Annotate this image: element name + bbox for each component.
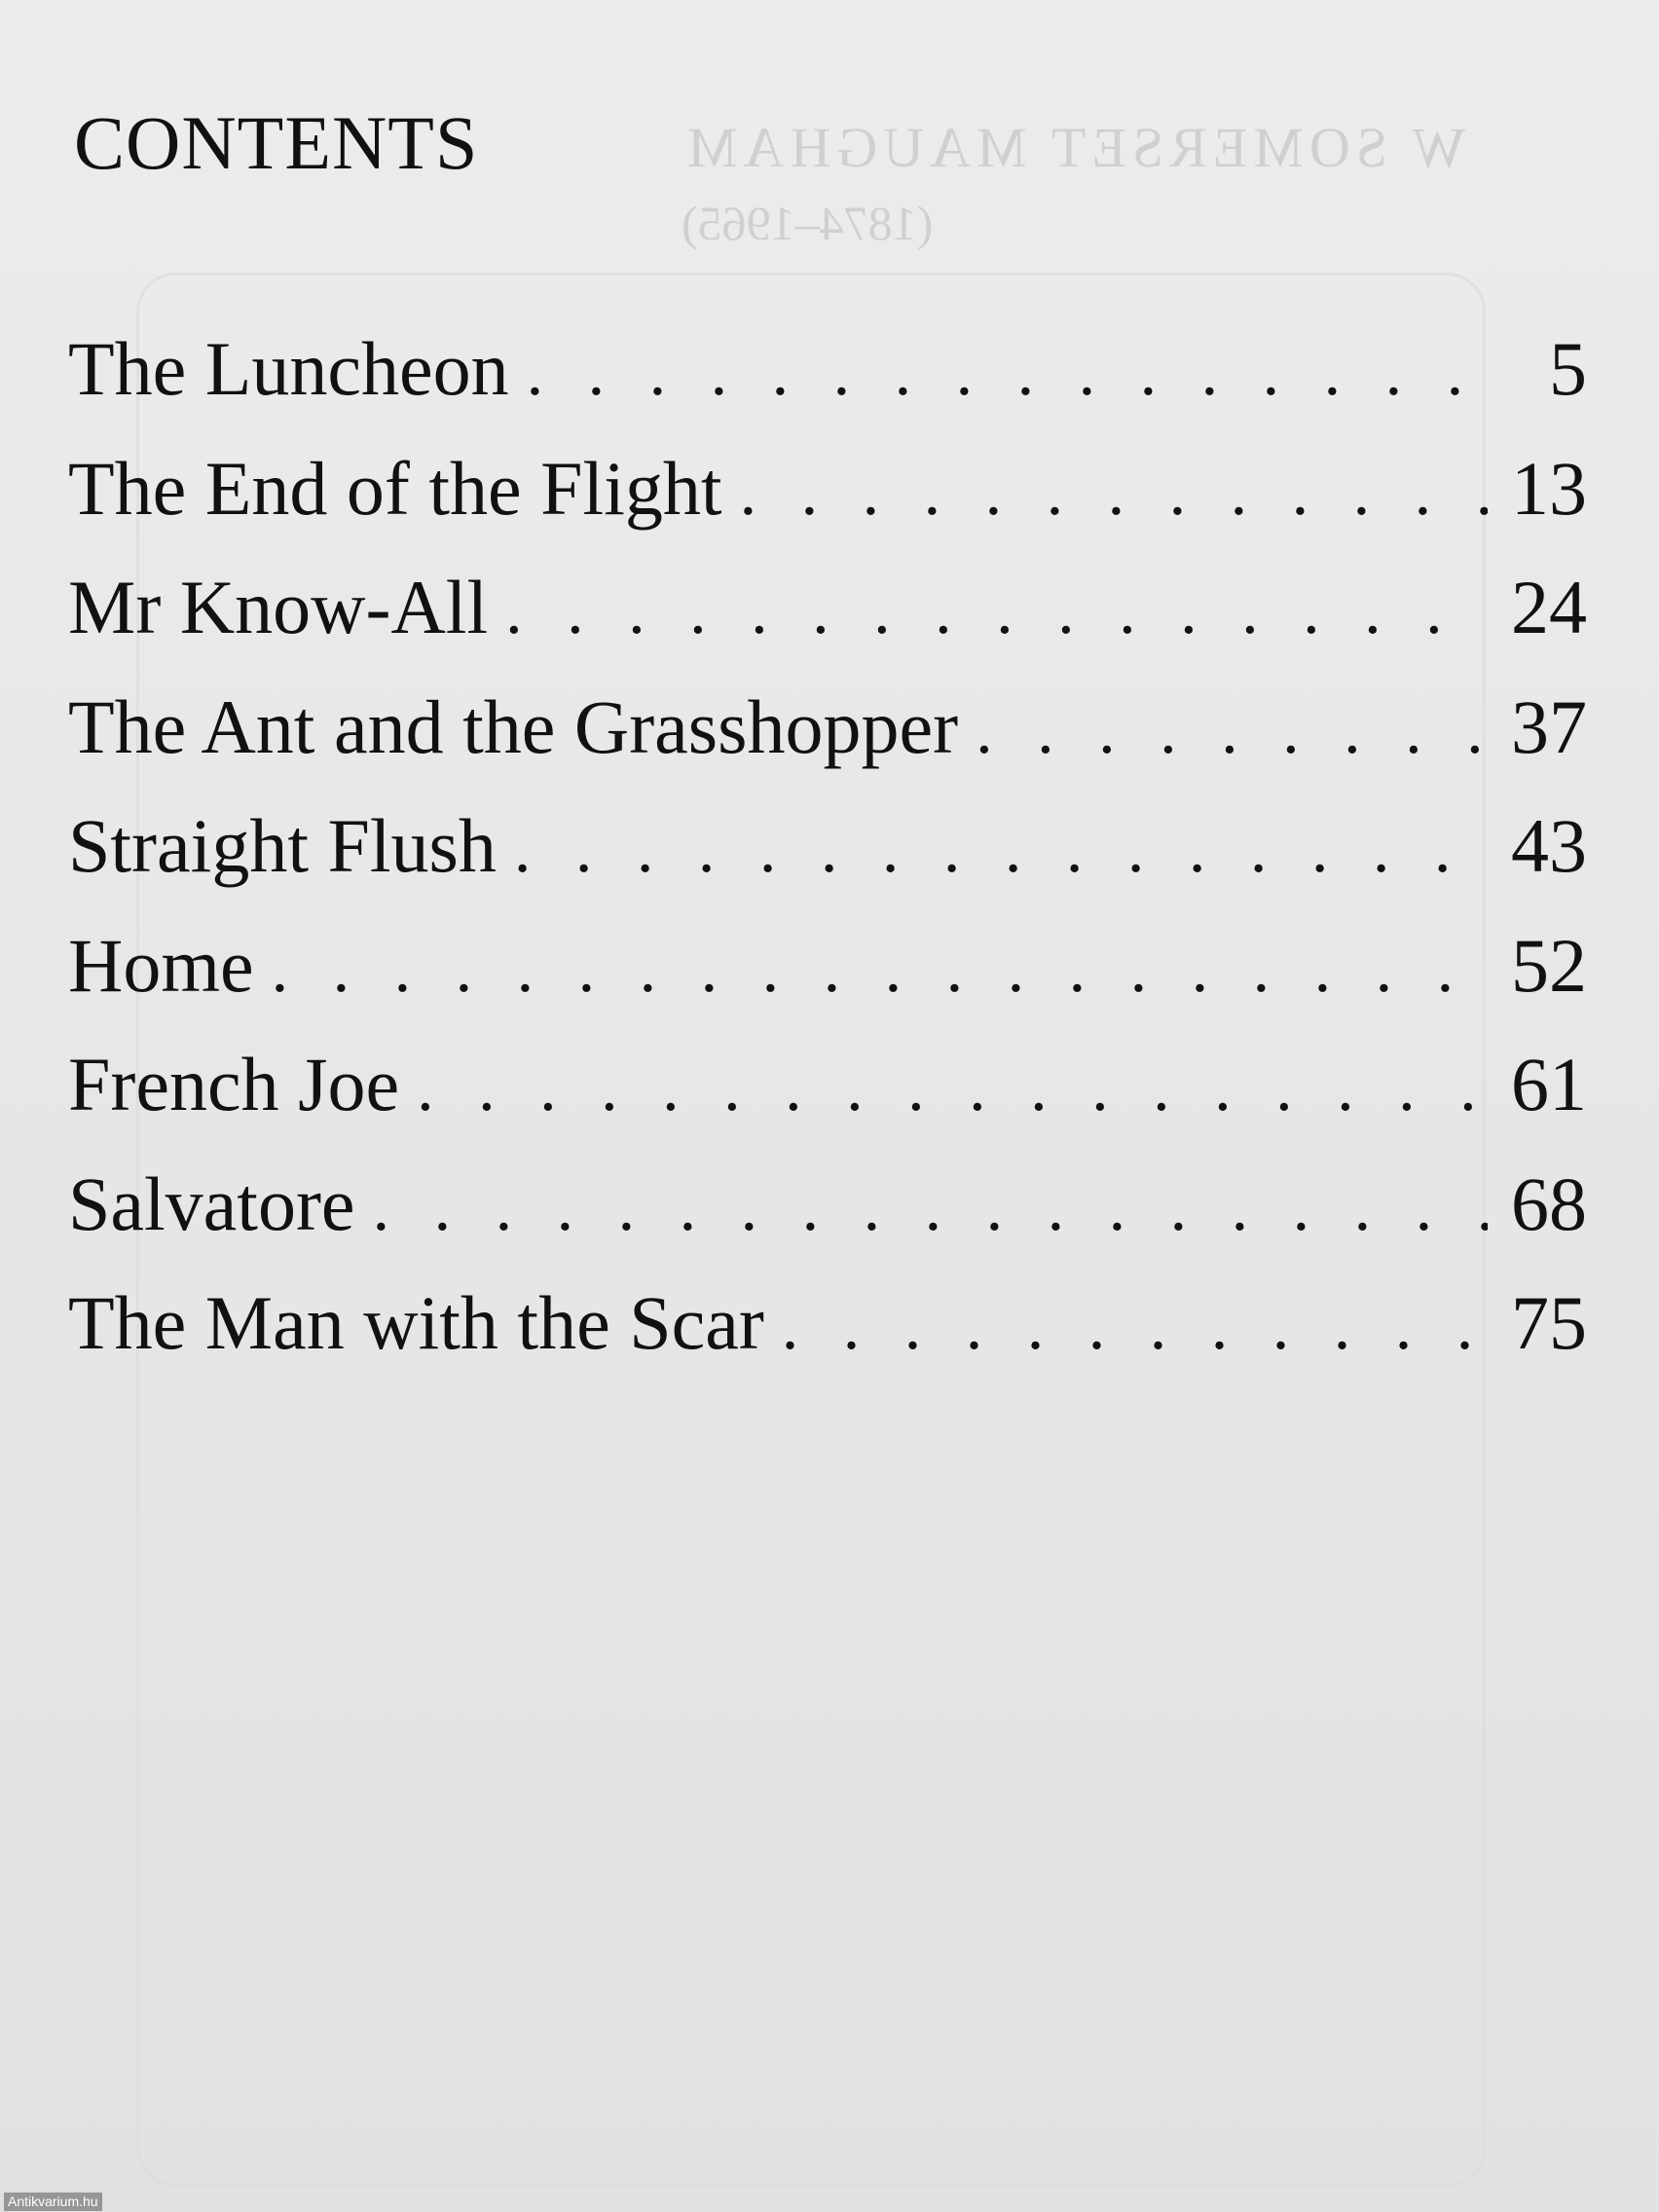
toc-entry-title: Straight Flush [68, 803, 497, 888]
toc-entry-title: The End of the Flight [68, 445, 722, 531]
toc-entry [68, 565, 1587, 689]
toc-entry-title: French Joe [68, 1042, 400, 1126]
toc-entry [68, 1280, 1587, 1405]
table-of-contents [68, 326, 1587, 1405]
toc-entry-page: 43 [1511, 803, 1587, 888]
toc-dot-leader [373, 1174, 1488, 1242]
toc-entry [68, 445, 1587, 571]
toc-entry [68, 1161, 1587, 1286]
toc-entry-title: Mr Know-All [68, 565, 489, 649]
toc-entry-page: 37 [1511, 683, 1587, 769]
toc-dot-leader [417, 1054, 1488, 1123]
show-through-dates: (1874–1965) [682, 196, 934, 250]
toc-dot-leader [782, 1293, 1488, 1361]
toc-entry-page: 24 [1511, 565, 1587, 649]
toc-entry-title: Salvatore [68, 1161, 355, 1246]
toc-entry [68, 803, 1587, 928]
toc-entry-page: 13 [1511, 445, 1587, 531]
show-through-title: W SOMERSET MAUGHAM [682, 116, 1466, 179]
toc-entry-page: 5 [1549, 326, 1587, 411]
toc-entry-page: 68 [1511, 1161, 1587, 1246]
toc-entry [68, 1042, 1587, 1166]
toc-dot-leader [514, 816, 1488, 884]
toc-entry-page: 75 [1511, 1280, 1587, 1365]
toc-entry [68, 922, 1587, 1048]
toc-dot-leader [272, 936, 1488, 1004]
contents-heading: CONTENTS [74, 100, 479, 185]
toc-entry-page: 52 [1511, 922, 1587, 1008]
toc-dot-leader [740, 459, 1488, 527]
watermark: Antikvarium.hu [4, 2193, 102, 2211]
toc-dot-leader [527, 339, 1488, 407]
toc-entry-title: The Luncheon [68, 326, 509, 411]
toc-entry-title: The Man with the Scar [68, 1280, 764, 1365]
toc-entry-title: The Ant and the Grasshopper [68, 683, 959, 769]
toc-entry-title: Home [68, 922, 254, 1008]
toc-entry-page: 61 [1511, 1042, 1587, 1126]
toc-dot-leader [976, 697, 1488, 765]
toc-entry [68, 683, 1587, 809]
toc-dot-leader [505, 577, 1488, 645]
toc-entry [68, 326, 1587, 451]
